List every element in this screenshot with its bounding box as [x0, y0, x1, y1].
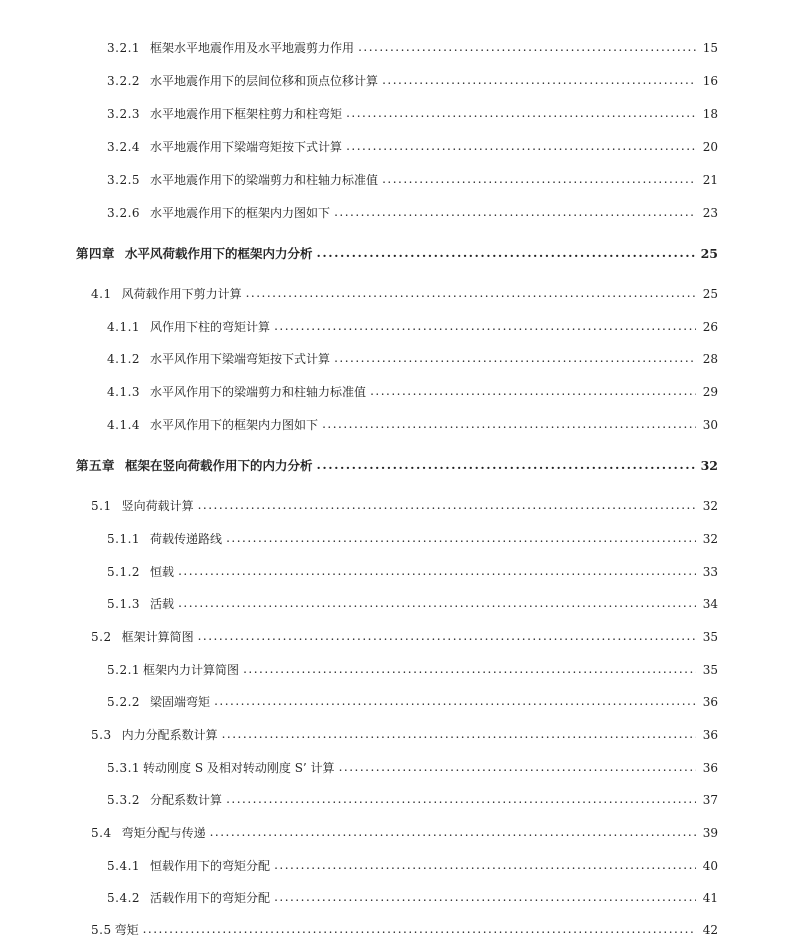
toc-title: 风作用下柱的弯矩计算	[150, 320, 271, 334]
toc-entry[interactable]	[107, 560, 718, 580]
toc-title: 风荷载作用下剪力计算	[121, 287, 242, 301]
toc-number: 5.1.1	[107, 532, 141, 546]
dot-leader	[246, 286, 696, 302]
toc-page-number: 37	[702, 793, 718, 807]
toc-chapter-title: 水平风荷载作用下的框架内力分析	[125, 246, 313, 261]
toc-chapter-entry[interactable]	[76, 454, 718, 474]
toc-title: 分配系数计算	[150, 793, 223, 807]
dot-leader	[334, 351, 696, 367]
toc-chapter-number: 第四章	[76, 246, 116, 261]
dot-leader	[370, 384, 696, 400]
toc-number: 5.5	[91, 923, 112, 937]
toc-entry[interactable]	[107, 854, 718, 874]
toc-number: 5.3.2	[107, 793, 141, 807]
toc-title: 框架水平地震作用及水平地震剪力作用	[150, 41, 355, 55]
toc-entry[interactable]	[107, 658, 718, 678]
toc-page-number: 36	[702, 761, 718, 775]
dot-leader	[226, 792, 696, 808]
dot-leader	[346, 106, 696, 122]
dot-leader	[274, 890, 696, 906]
toc-title: 水平风作用下的框架内力图如下	[150, 418, 319, 432]
toc-page-number: 16	[702, 74, 718, 88]
toc-entry[interactable]	[107, 756, 718, 776]
toc-page-number: 32	[702, 499, 718, 513]
dot-leader	[243, 662, 696, 678]
toc-number: 5.4.2	[107, 891, 141, 905]
dot-leader	[358, 40, 696, 56]
toc-title: 水平地震作用下的层间位移和顶点位移计算	[150, 74, 379, 88]
toc-title: 水平风作用下梁端弯矩按下式计算	[150, 352, 331, 366]
dot-leader	[178, 564, 696, 580]
dot-leader	[382, 73, 696, 89]
toc-number: 5.2	[91, 630, 112, 644]
toc-title: 框架内力计算简图	[143, 663, 240, 677]
toc-title: 水平地震作用下的梁端剪力和柱轴力标准值	[150, 173, 379, 187]
toc-page-number: 28	[702, 352, 718, 366]
toc-number: 5.2.1	[107, 663, 141, 677]
toc-entry[interactable]	[107, 168, 718, 188]
dot-leader	[274, 858, 696, 874]
dot-leader	[322, 417, 696, 433]
toc-title: 活载	[150, 597, 175, 611]
toc-chapter-entry[interactable]	[76, 242, 718, 262]
dot-leader	[339, 760, 696, 776]
toc-number: 5.2.2	[107, 695, 141, 709]
toc-title: 框架计算简图	[121, 630, 194, 644]
toc-page-number: 41	[702, 891, 718, 905]
toc-page-number: 39	[702, 826, 718, 840]
toc-title: 转动刚度 S 及相对转动刚度 S’ 计算	[143, 761, 335, 775]
toc-number: 5.3	[91, 728, 112, 742]
toc-entry[interactable]	[107, 788, 718, 808]
dot-leader	[274, 319, 696, 335]
toc-page-number: 35	[702, 663, 718, 677]
toc-page-number: 15	[702, 41, 718, 55]
toc-chapter-title: 框架在竖向荷载作用下的内力分析	[125, 458, 313, 473]
toc-page-number: 25	[702, 287, 718, 301]
toc-page-number: 23	[702, 206, 718, 220]
toc-title: 水平地震作用下梁端弯矩按下式计算	[150, 140, 343, 154]
toc-entry[interactable]	[107, 380, 718, 400]
toc-number: 4.1.3	[107, 385, 141, 399]
toc-number: 4.1	[91, 287, 112, 301]
toc-page-number: 25	[700, 246, 718, 261]
toc-number: 3.2.6	[107, 206, 141, 220]
toc-number: 5.4	[91, 826, 112, 840]
toc-title: 恒载	[150, 565, 175, 579]
toc-page-number: 32	[700, 458, 718, 473]
dot-leader	[317, 246, 696, 262]
toc-title: 水平地震作用下框架柱剪力和柱弯矩	[150, 107, 343, 121]
toc-page-number: 18	[702, 107, 718, 121]
dot-leader	[214, 694, 696, 710]
toc-page-number: 36	[702, 728, 718, 742]
toc-page-number: 40	[702, 859, 718, 873]
toc-page-number: 29	[702, 385, 718, 399]
dot-leader	[222, 727, 696, 743]
toc-number: 4.1.4	[107, 418, 141, 432]
toc-section-entry[interactable]	[91, 723, 718, 743]
toc-title: 梁固端弯矩	[150, 695, 211, 709]
toc-section-entry[interactable]	[91, 494, 718, 514]
toc-section-entry[interactable]	[91, 282, 718, 302]
toc-page-number: 20	[702, 140, 718, 154]
toc-number: 5.1	[91, 499, 112, 513]
toc-title: 竖向荷载计算	[121, 499, 194, 513]
toc-number: 4.1.1	[107, 320, 141, 334]
dot-leader	[382, 172, 696, 188]
toc-page-number: 21	[702, 173, 718, 187]
toc-number: 5.1.2	[107, 565, 141, 579]
toc-page-number: 26	[702, 320, 718, 334]
dot-leader	[346, 139, 696, 155]
toc-entry[interactable]	[107, 135, 718, 155]
toc-title: 荷载传递路线	[150, 532, 223, 546]
toc-entry[interactable]	[107, 36, 718, 56]
dot-leader	[334, 205, 696, 221]
toc-entry[interactable]	[107, 886, 718, 906]
toc-section-entry[interactable]	[91, 918, 718, 938]
toc-number: 4.1.2	[107, 352, 141, 366]
toc-page-number: 36	[702, 695, 718, 709]
toc-section-entry[interactable]	[91, 625, 718, 645]
toc-entry[interactable]	[107, 690, 718, 710]
toc-entry[interactable]	[107, 347, 718, 367]
toc-entry[interactable]	[107, 69, 718, 89]
dot-leader	[210, 825, 696, 841]
toc-entry[interactable]	[107, 102, 718, 122]
toc-entry[interactable]	[107, 201, 718, 221]
toc-number: 3.2.5	[107, 173, 141, 187]
dot-leader	[178, 596, 696, 612]
toc-number: 3.2.2	[107, 74, 141, 88]
toc-title: 活载作用下的弯矩分配	[150, 891, 271, 905]
toc-title: 内力分配系数计算	[121, 728, 218, 742]
dot-leader	[198, 498, 696, 514]
toc-section-entry[interactable]	[91, 821, 718, 841]
toc-chapter-number: 第五章	[76, 458, 116, 473]
toc-title: 弯矩分配与传递	[121, 826, 206, 840]
toc-page-number: 35	[702, 630, 718, 644]
toc-entry[interactable]	[107, 413, 718, 433]
toc-page-number: 30	[702, 418, 718, 432]
toc-page-number: 33	[702, 565, 718, 579]
toc-entry[interactable]	[107, 592, 718, 612]
toc-number: 5.4.1	[107, 859, 141, 873]
toc-entry[interactable]	[107, 527, 718, 547]
toc-number: 3.2.4	[107, 140, 141, 154]
toc-number: 5.3.1	[107, 761, 141, 775]
toc-page-number: 32	[702, 532, 718, 546]
toc-number: 3.2.1	[107, 41, 141, 55]
toc-title: 弯矩	[114, 923, 139, 937]
toc-page-number: 42	[702, 923, 718, 937]
toc-title: 水平地震作用下的框架内力图如下	[150, 206, 331, 220]
toc-title: 水平风作用下的梁端剪力和柱轴力标准值	[150, 385, 367, 399]
toc-entry[interactable]	[107, 315, 718, 335]
dot-leader	[226, 531, 696, 547]
toc-number: 3.2.3	[107, 107, 141, 121]
dot-leader	[317, 458, 696, 474]
dot-leader	[143, 922, 696, 938]
toc-page-number: 34	[702, 597, 718, 611]
toc-number: 5.1.3	[107, 597, 141, 611]
toc-title: 恒载作用下的弯矩分配	[150, 859, 271, 873]
dot-leader	[198, 629, 696, 645]
